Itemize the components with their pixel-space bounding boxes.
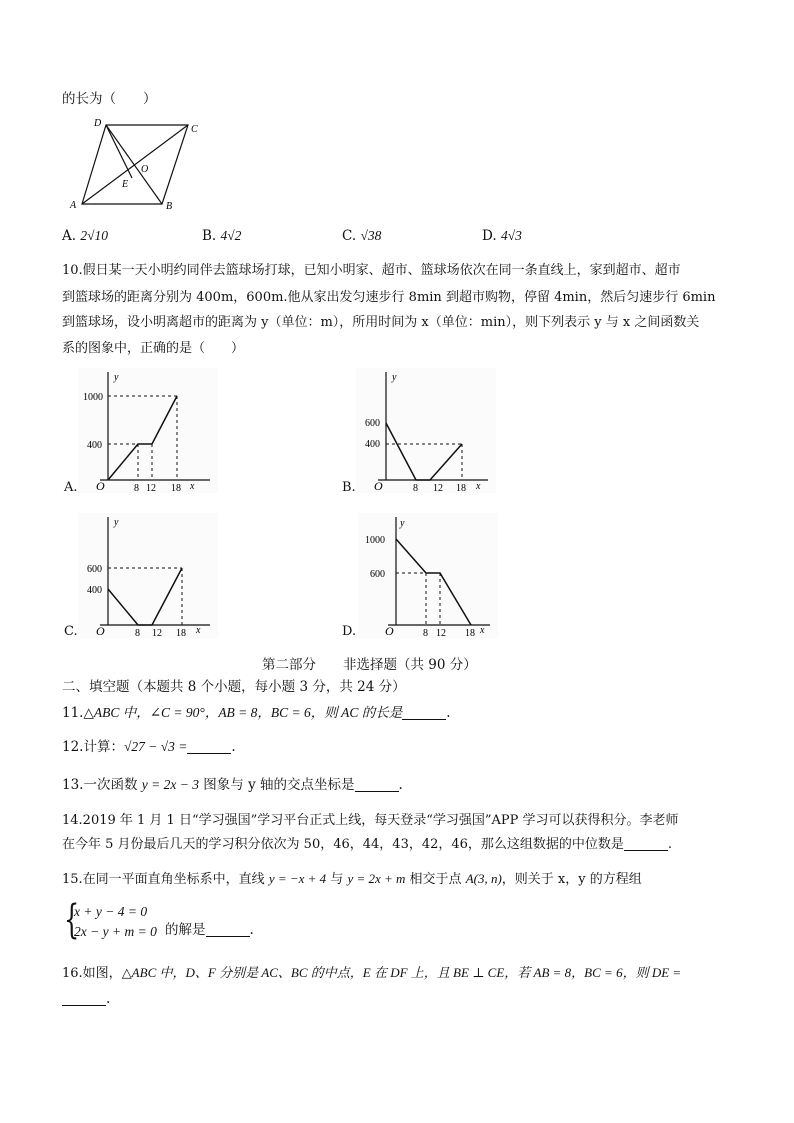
- x-tick: 8: [135, 628, 140, 638]
- q10-line-2: 到篮球场的距离分别为 400m，600m.他从家出发匀速步行 8min 到超市购物，停留 4min，然后匀速步行 6min: [62, 290, 716, 305]
- q10-graph-a[interactable]: [78, 368, 218, 493]
- q13-answer-blank[interactable]: [355, 777, 399, 792]
- q15-line-1: 15.在同一平面直角坐标系中，直线 y = −x + 4 与 y = 2x + m 相交于点 A(3, n)，则关于 x，y 的方程组: [62, 871, 642, 887]
- q10-option-b-label[interactable]: B.: [342, 480, 356, 495]
- q10-line-1: 10.假日某一天小明约同伴去篮球场打球，已知小明家、超市、篮球场依次在同一条直线上，家到超市、超市: [62, 263, 681, 278]
- q9-option-c[interactable]: C. √38: [342, 228, 382, 244]
- q10-line-4: 系的图象中，正确的是（ ）: [62, 341, 245, 356]
- q11: 11.△ABC 中，∠C = 90°，AB = 8，BC = 6，则 AC 的长是 .: [62, 705, 451, 721]
- q10-graph-d[interactable]: [358, 513, 498, 638]
- q10-option-a-label[interactable]: A.: [64, 480, 78, 495]
- q16-answer-blank[interactable]: [62, 991, 106, 1006]
- q14-answer-blank[interactable]: [624, 836, 668, 851]
- x-tick: 18: [171, 483, 181, 493]
- q10-graph-c[interactable]: [78, 513, 218, 638]
- x-tick: 12: [433, 483, 443, 493]
- q9-label-b: B: [166, 201, 173, 212]
- q9-label-c: C: [191, 124, 198, 135]
- q10-option-c-label[interactable]: C.: [64, 624, 78, 639]
- q16-line-1: 16.如图，△ABC 中，D、F 分别是 AC、BC 的中点，E 在 DF 上，且 BE ⊥ CE，若 AB = 8，BC = 6，则 DE =: [62, 965, 682, 981]
- q9-option-b[interactable]: B. 4√2: [202, 228, 242, 244]
- origin-label: O: [96, 479, 105, 493]
- y-tick: 1000: [83, 392, 103, 403]
- x-tick: 12: [152, 628, 162, 638]
- y-tick: 400: [365, 439, 380, 450]
- q15-tail: 的解是 .: [165, 922, 254, 938]
- q9-option-d[interactable]: D. 4√3: [482, 228, 522, 244]
- q10-option-d-label[interactable]: D.: [342, 624, 357, 639]
- part2-title: 第二部分 非选择题（共 90 分）: [262, 657, 477, 673]
- q9-label-o: O: [141, 164, 149, 175]
- q9-label-e: E: [122, 179, 129, 190]
- q12: 12.计算：√27 − √3 = .: [62, 739, 236, 755]
- q9-stem-tail: 的长为（ ）: [62, 91, 157, 107]
- section-fill-in-blank-heading: 二、填空题（本题共 8 个小题，每小题 3 分，共 24 分）: [62, 679, 406, 695]
- x-tick: 18: [456, 483, 466, 493]
- q9-label-d: D: [94, 118, 102, 129]
- q15-equation-system: { x + y − 4 = 0 2x − y + m = 0: [64, 897, 157, 943]
- origin-label: O: [96, 624, 105, 638]
- x-axis-label: x: [190, 481, 195, 492]
- x-tick: 8: [134, 483, 139, 493]
- q9-label-a: A: [70, 200, 77, 211]
- y-tick: 1000: [365, 535, 385, 546]
- y-axis-label: y: [392, 372, 397, 383]
- q9-option-a[interactable]: A. 2√10: [62, 228, 109, 244]
- q10-graph-b[interactable]: [356, 368, 496, 493]
- q16-line-2: .: [62, 990, 110, 1008]
- x-tick: 12: [436, 628, 446, 638]
- y-axis-label: y: [114, 517, 119, 528]
- origin-label: O: [385, 624, 394, 638]
- x-tick: 18: [465, 628, 475, 638]
- q15-answer-blank[interactable]: [206, 922, 250, 937]
- x-axis-label: x: [480, 625, 485, 636]
- q9-parallelogram-figure: [64, 112, 204, 212]
- q11-answer-blank[interactable]: [402, 705, 446, 720]
- origin-label: O: [374, 479, 383, 493]
- y-tick: 400: [87, 440, 102, 451]
- x-tick: 18: [176, 628, 186, 638]
- x-tick: 8: [423, 628, 428, 638]
- q10-line-3: 到篮球场，设小明离超市的距离为 y（单位：m），所用时间为 x（单位：min），则下列表示 y 与 x 之间函数关: [62, 315, 700, 330]
- y-tick: 600: [365, 418, 380, 429]
- q13: 13.一次函数 y = 2x − 3 图象与 y 轴的交点坐标是 .: [62, 777, 403, 793]
- q12-answer-blank[interactable]: [187, 739, 231, 754]
- y-axis-label: y: [400, 518, 405, 529]
- x-tick: 12: [146, 483, 156, 493]
- x-axis-label: x: [476, 481, 481, 492]
- x-tick: 8: [413, 483, 418, 493]
- q14-line-1: 14.2019 年 1 月 1 日“学习强国”学习平台正式上线，每天登录“学习强国”APP 学习可以获得积分。李老师: [62, 813, 679, 828]
- y-tick: 400: [87, 585, 102, 596]
- x-axis-label: x: [196, 625, 201, 636]
- y-tick: 600: [87, 564, 102, 575]
- y-axis-label: y: [114, 372, 119, 383]
- brace: {: [64, 897, 80, 943]
- y-tick: 600: [370, 569, 385, 580]
- q14-line-2: 在今年 5 月份最后几天的学习积分依次为 50，46，44，43，42，46，那么这组数据的中位数是 .: [62, 837, 673, 852]
